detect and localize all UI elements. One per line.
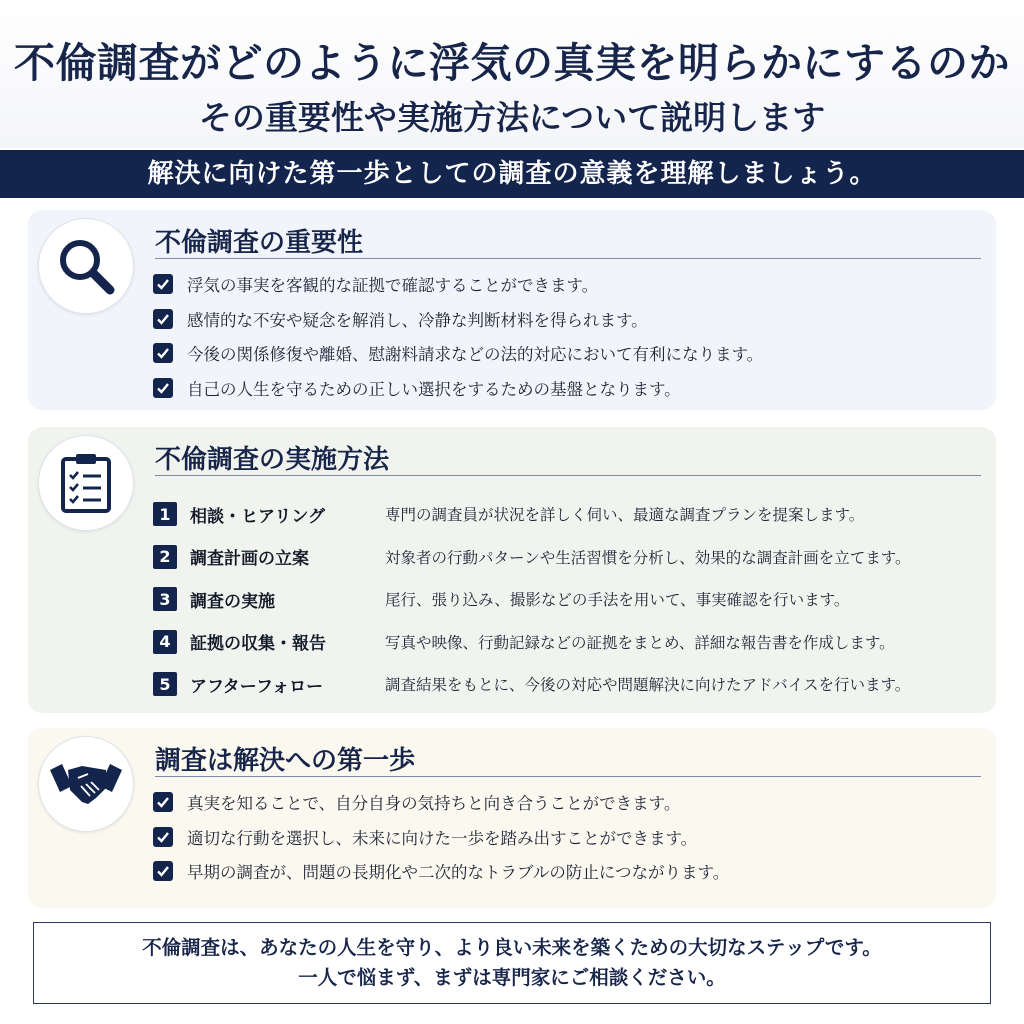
step-name: アフターフォロー: [190, 676, 324, 697]
importance-card: [28, 210, 996, 410]
list-item: [153, 854, 729, 889]
method-title: 不倫調査の実施方法: [155, 445, 390, 475]
step-number: 5: [153, 672, 177, 696]
checkbox-icon: [153, 343, 173, 363]
magnifier-icon: [38, 218, 134, 314]
step-row: [153, 621, 910, 664]
step-number: 2: [153, 545, 177, 569]
first-step-title: 調査は解決への第一歩: [155, 746, 416, 776]
method-steps: [153, 493, 910, 706]
list-item-text: 感情的な不安や疑念を解消し、冷静な判断材料を得られます。: [187, 310, 648, 330]
footer-message-box: [33, 922, 991, 1004]
step-description: 対象者の行動パターンや生活習慣を分析し、効果的な調査計画を立てます。: [385, 548, 911, 567]
list-item: [153, 302, 763, 337]
banner: 解決に向けた第一歩としての調査の意義を理解しましょう。: [0, 150, 1024, 198]
step-description: 調査結果をもとに、今後の対応や問題解決に向けたアドバイスを行います。: [385, 676, 911, 695]
list-item: [153, 785, 729, 820]
step-row: [153, 536, 910, 579]
handshake-icon: [38, 736, 134, 832]
list-item: [153, 820, 729, 855]
method-divider: [155, 475, 981, 476]
checkbox-icon: [153, 274, 173, 294]
footer-line-2: 一人で悩まず、まずは専門家にご相談ください。: [298, 966, 726, 989]
list-item: [153, 371, 763, 406]
title-area: [0, 0, 1024, 148]
checkbox-icon: [153, 309, 173, 329]
first-step-list: [153, 785, 729, 889]
step-row: [153, 578, 910, 621]
page-title: 不倫調査がどのように浮気の真実を明らかにするのか: [14, 39, 1010, 87]
step-name: 証拠の収集・報告: [190, 634, 326, 655]
step-description: 写真や映像、行動記録などの証拠をまとめ、詳細な報告書を作成します。: [385, 633, 895, 652]
checkbox-icon: [153, 792, 173, 812]
list-item-text: 浮気の事実を客観的な証拠で確認することができます。: [187, 276, 599, 296]
list-item: [153, 336, 763, 371]
clipboard-checklist-icon: [38, 435, 134, 531]
footer-line-1: 不倫調査は、あなたの人生を守り、より良い未来を築くための大切なステップです。: [142, 936, 882, 959]
step-description: 尾行、張り込み、撮影などの手法を用いて、事実確認を行います。: [385, 591, 850, 610]
importance-divider: [155, 258, 981, 259]
page-subtitle: その重要性や実施方法について説明します: [198, 98, 826, 137]
step-name: 相談・ヒアリング: [190, 506, 325, 527]
checkbox-icon: [153, 827, 173, 847]
checkbox-icon: [153, 378, 173, 398]
step-number: 1: [153, 502, 177, 526]
step-name: 調査計画の立案: [190, 549, 309, 570]
importance-list: [153, 267, 763, 405]
list-item-text: 今後の関係修復や離婚、慰謝料請求などの法的対応において有利になります。: [187, 345, 764, 365]
checkbox-icon: [153, 861, 173, 881]
list-item-text: 早期の調査が、問題の長期化や二次的なトラブルの防止につながります。: [187, 863, 730, 883]
step-row: [153, 663, 910, 706]
first-step-divider: [155, 776, 981, 777]
step-number: 4: [153, 630, 177, 654]
first-step-card: [28, 728, 996, 908]
list-item-text: 自己の人生を守るための正しい選択をするための基盤となります。: [187, 379, 681, 399]
list-item-text: 真実を知ることで、自分自身の気持ちと向き合うことができます。: [187, 794, 681, 814]
list-item-text: 適切な行動を選択し、未来に向けた一歩を踏み出すことができます。: [187, 828, 698, 848]
step-row: [153, 493, 910, 536]
step-number: 3: [153, 587, 177, 611]
importance-title: 不倫調査の重要性: [155, 228, 364, 258]
method-card: [28, 427, 996, 713]
step-name: 調査の実施: [190, 591, 275, 612]
step-description: 専門の調査員が状況を詳しく伺い、最適な調査プランを提案します。: [385, 506, 865, 525]
list-item: [153, 267, 763, 302]
